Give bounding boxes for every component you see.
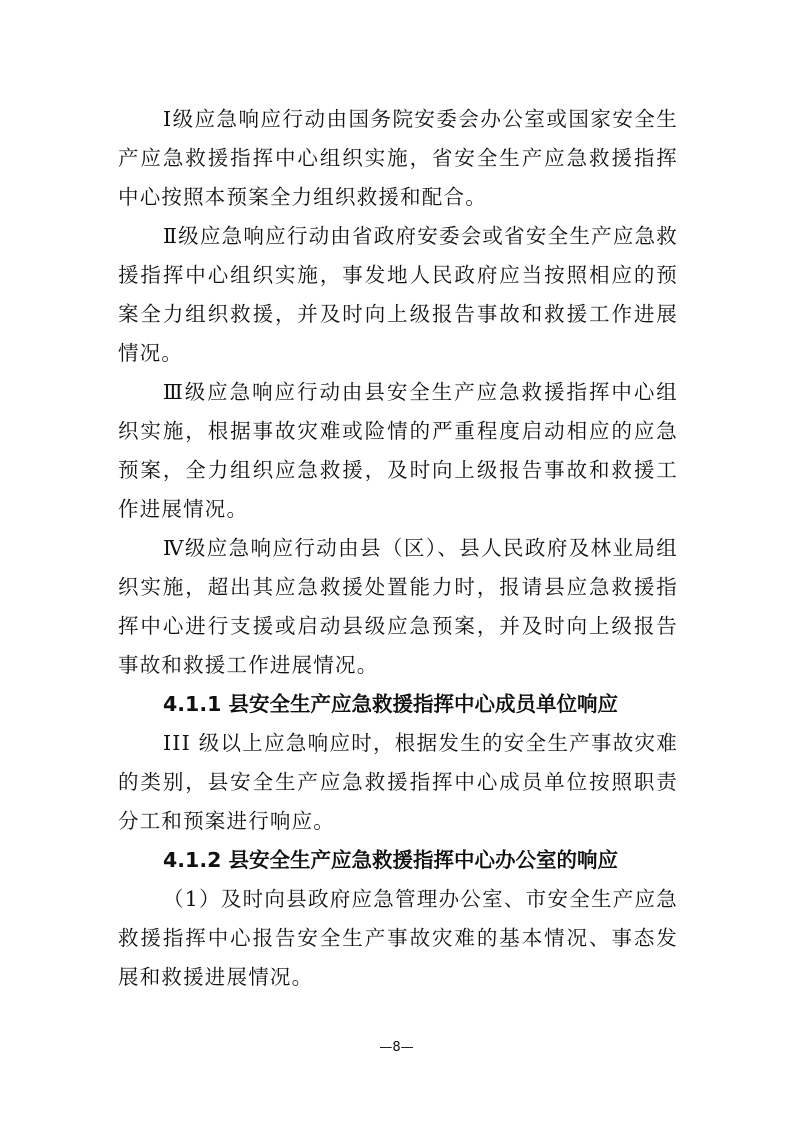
paragraph-level-4-response: Ⅳ级应急响应行动由县（区）、县人民政府及林业局组织实施，超出其应急救援处置能力时，报请县应急救援指挥中心进行支援或启动县级应急预案，并及时向上级报告事故和救援工作进展情况。 [118, 536, 678, 677]
section-heading-4-1-1: 4.1.1 县安全生产应急救援指挥中心成员单位响应 [163, 692, 619, 716]
section-heading-4-1-2: 4.1.2 县安全生产应急救援指挥中心办公室的响应 [163, 848, 619, 872]
page-number: —8— [379, 1040, 414, 1055]
section-body-4-1-1: III 级以上应急响应时，根据发生的安全生产事故灾难的类别，县安全生产应急救援指挥中心成员单位按照职责分工和预案进行响应。 [118, 731, 678, 833]
section-body-4-1-2: （1）及时向县政府应急管理办公室、市安全生产应急救援指挥中心报告安全生产事故灾难的基本情况、事态发展和救援进展情况。 [118, 887, 678, 989]
paragraph-level-1-response: Ⅰ级应急响应行动由国务院安委会办公室或国家安全生产应急救援指挥中心组织实施，省安全生产应急救援指挥中心按照本预案全力组织救援和配合。 [118, 107, 678, 209]
paragraph-level-2-response: Ⅱ级应急响应行动由省政府安委会或省安全生产应急救援指挥中心组织实施，事发地人民政府应当按照相应的预案全力组织救援，并及时向上级报告事故和救援工作进展情况。 [118, 224, 678, 365]
paragraph-level-3-response: Ⅲ级应急响应行动由县安全生产应急救援指挥中心组织实施，根据事故灾难或险情的严重程度启动相应的应急预案，全力组织应急救援，及时向上级报告事故和救援工作进展情况。 [118, 380, 678, 521]
